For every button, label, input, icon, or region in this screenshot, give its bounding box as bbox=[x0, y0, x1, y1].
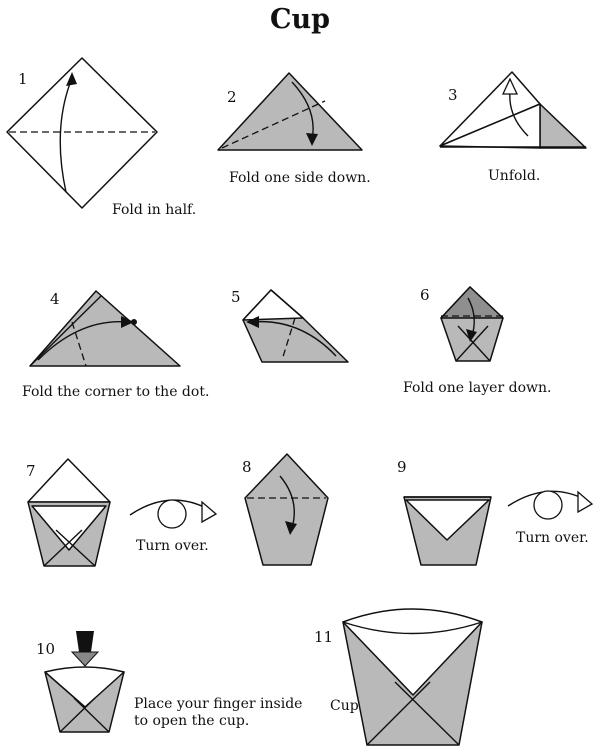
push-arrowhead-icon bbox=[72, 652, 98, 666]
step-7-caption: Turn over. bbox=[136, 538, 209, 554]
step-4-paper bbox=[30, 291, 180, 366]
step-5-number: 5 bbox=[231, 288, 241, 306]
step-8-number: 8 bbox=[242, 458, 252, 476]
step-6-number: 6 bbox=[420, 286, 430, 304]
step-8-figure bbox=[245, 454, 328, 565]
step-7-figure bbox=[28, 459, 110, 566]
turn-over-icon-1 bbox=[130, 500, 216, 528]
step-1-figure bbox=[7, 58, 157, 208]
step-3-number: 3 bbox=[448, 86, 458, 104]
step-1-number: 1 bbox=[18, 70, 28, 88]
step-4-target-dot bbox=[131, 319, 137, 325]
step-11-caption: Cup bbox=[330, 698, 359, 714]
step-4-number: 4 bbox=[50, 290, 60, 308]
page-title: Cup bbox=[270, 4, 330, 35]
step-6-caption: Fold one layer down. bbox=[403, 380, 552, 396]
turn-over-arrowhead-1 bbox=[202, 502, 216, 522]
step-7-number: 7 bbox=[26, 462, 36, 480]
step-2-number: 2 bbox=[227, 88, 237, 106]
step-1-caption: Fold in half. bbox=[112, 202, 197, 218]
step-9-figure bbox=[404, 497, 491, 565]
step-9-caption: Turn over. bbox=[516, 530, 589, 546]
step-6-top-layer bbox=[441, 287, 503, 318]
step-6-figure bbox=[441, 287, 503, 361]
step-2-caption: Fold one side down. bbox=[229, 170, 371, 186]
step-10-number: 10 bbox=[36, 640, 56, 658]
step-4-figure bbox=[30, 291, 180, 366]
step-11-figure bbox=[343, 609, 482, 745]
step-3-figure bbox=[440, 72, 586, 148]
step-3-right-shade bbox=[540, 104, 586, 148]
step-1-paper bbox=[7, 58, 157, 208]
turn-over-icon-2 bbox=[508, 491, 592, 519]
push-arrow-icon bbox=[76, 631, 94, 652]
step-4-caption: Fold the corner to the dot. bbox=[22, 384, 210, 400]
step-11-number: 11 bbox=[314, 628, 334, 646]
step-7-top-triangle bbox=[28, 459, 110, 502]
step-8-paper bbox=[245, 454, 328, 565]
step-10-figure bbox=[45, 631, 124, 732]
step-10-caption-line1: Place your finger inside bbox=[134, 696, 303, 712]
turn-over-circle-2 bbox=[534, 491, 562, 519]
step-9-number: 9 bbox=[397, 458, 407, 476]
step-10-caption-line2: to open the cup. bbox=[134, 713, 250, 729]
turn-over-arrowhead-2 bbox=[578, 492, 592, 512]
step-5-figure bbox=[243, 290, 348, 362]
turn-over-circle-1 bbox=[158, 500, 186, 528]
step-2-paper bbox=[218, 73, 362, 150]
step-3-caption: Unfold. bbox=[488, 168, 541, 184]
step-2-figure bbox=[218, 73, 362, 150]
step-5-top-flap bbox=[243, 290, 303, 320]
